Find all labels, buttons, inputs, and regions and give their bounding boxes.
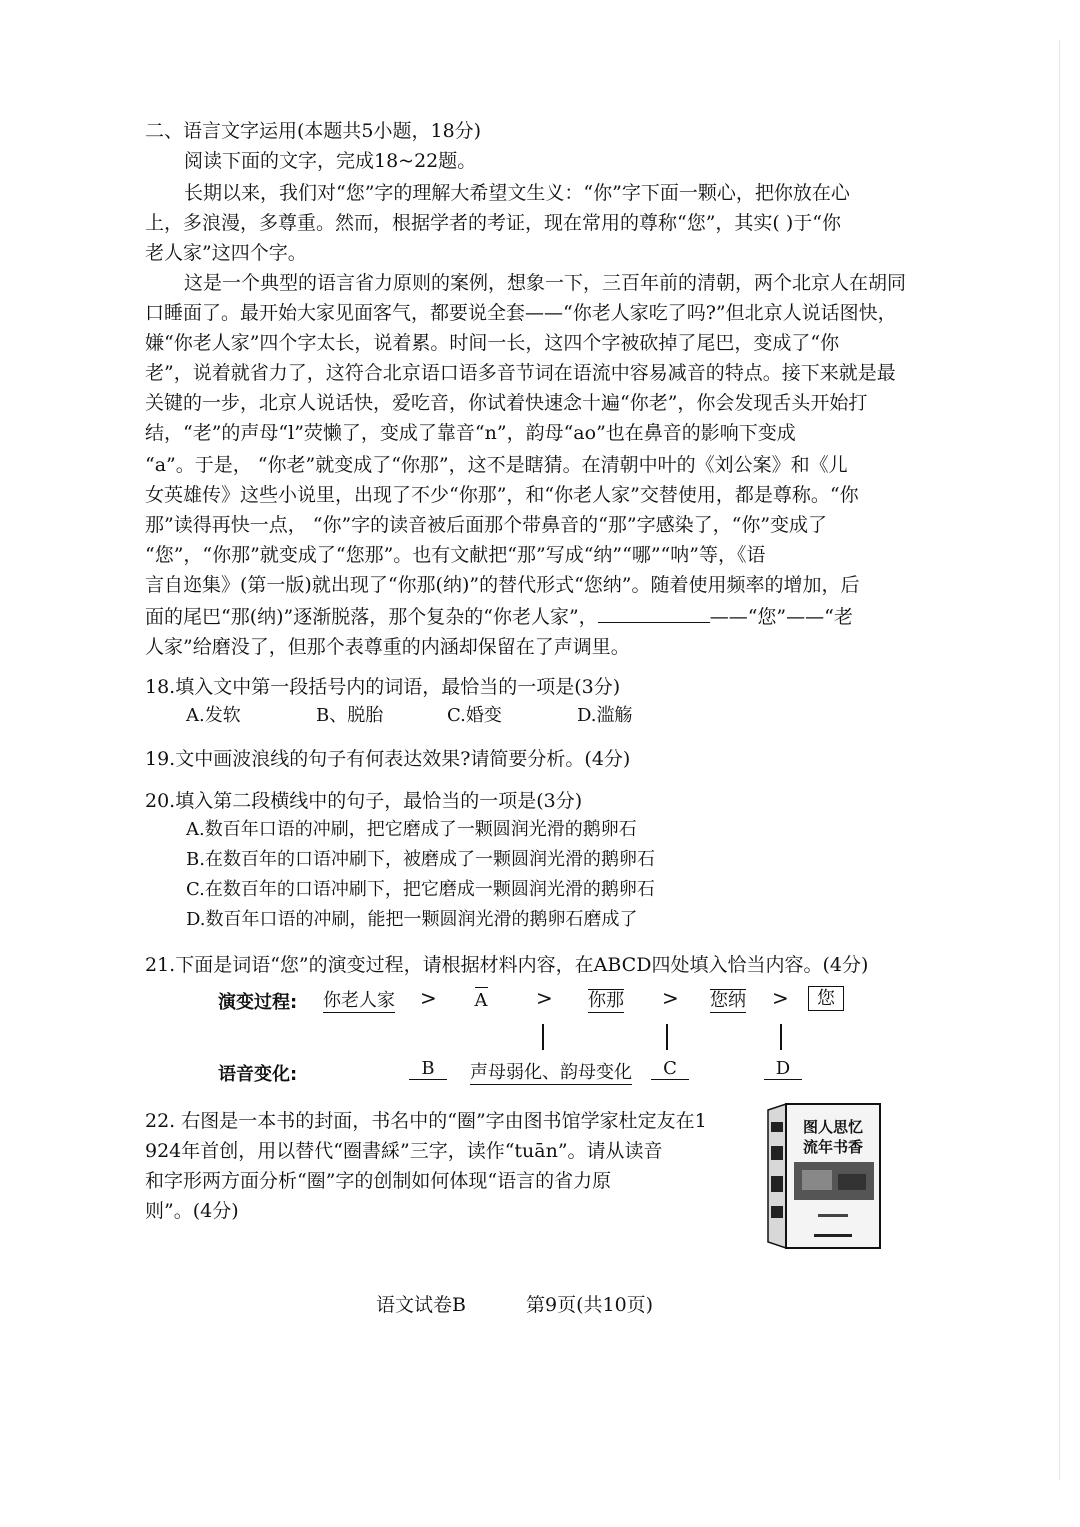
passage-p2-line-1: 这是一个典型的语言省力原则的案例，想象一下，三百年前的清朝，两个北京人在胡同 <box>184 272 907 294</box>
book-title-line-2: 流年书香 <box>802 1138 864 1156</box>
q20-option-c: C.在数百年的口语冲刷下，把它磨成一颗圆润光滑的鹅卵石 <box>186 879 655 900</box>
q20-stem: 20.填入第二段横线中的句子，最恰当的一项是(3分) <box>145 790 583 812</box>
q19-stem: 19.文中画波浪线的句子有何表达效果?请简要分析。(4分) <box>145 748 631 770</box>
evolution-item-3-text: 你那 <box>588 990 624 1011</box>
evolution-separator-2: > <box>536 986 553 1010</box>
phonetic-item-d <box>756 1058 810 1079</box>
evolution-label: 演变过程: <box>218 992 298 1013</box>
scan-edge <box>1059 40 1060 1480</box>
evolution-item-3 <box>580 986 632 1012</box>
passage-blank-after: ——“您”——“老 <box>709 606 853 628</box>
evolution-separator-1: > <box>420 986 437 1010</box>
book-cover-image <box>764 1102 884 1252</box>
q18-option-d: D.滥觞 <box>577 705 633 726</box>
phonetic-item-b <box>402 1058 454 1079</box>
q18-stem: 18.填入文中第一段括号内的词语，最恰当的一项是(3分) <box>145 676 621 698</box>
phonetic-item-2-text: 声母弱化、韵母变化 <box>470 1062 632 1083</box>
book-cover-svg <box>764 1102 884 1252</box>
connector-3 <box>780 1024 782 1050</box>
connector-2 <box>666 1024 668 1050</box>
evolution-item-1 <box>318 986 400 1012</box>
passage-p2-line-4: 老”，说着就省力了，这符合北京语口语多音节词在语流中容易减音的特点。接下来就是最 <box>145 362 896 384</box>
passage-p2-line-3: 嫌“你老人家”四个字太长，说着累。时间一长，这四个字被砍掉了尾巴，变成了“你 <box>145 332 840 354</box>
passage-p2-line-11: 言自迩集》(第一版)就出现了“你那(纳)”的替代形式“您纳”。随着使用频率的增加，后 <box>145 574 860 596</box>
phonetic-label: 语音变化: <box>218 1064 298 1085</box>
q22-line-1: 22. 右图是一本书的封面，书名中的“圈”字由图书馆学家杜定友在1 <box>145 1110 707 1132</box>
q18-option-b: B、脱胎 <box>316 705 384 726</box>
passage-p2-line-6: 结，“老”的声母“l”荧懒了，变成了靠音“n”，韵母“ao”也在鼻音的影响下变成 <box>145 422 796 444</box>
passage-p2-line-5: 关键的一步，北京人说话快，爱吃音，你试着快速念十遍“你老”，你会发现舌头开始打 <box>145 392 868 414</box>
passage-p1-line-1: 长期以来，我们对“您”字的理解大希望文生义：“你”字下面一颗心，把你放在心 <box>184 182 850 204</box>
q18-option-c: C.婚变 <box>447 705 502 726</box>
passage-p2-line-8: 女英雄传》这些小说里，出现了不少“你那”，和“你老人家”交替使用，都是尊称。“你 <box>145 484 859 506</box>
evolution-item-4 <box>702 986 754 1012</box>
evolution-item-1-text: 你老人家 <box>323 990 395 1011</box>
passage-p1-line-2: 上，多浪漫，多尊重。然而，根据学者的考证，现在常用的尊称“您”，其实( )于“你 <box>145 212 842 234</box>
q20-option-a: A.数百年口语的冲刷，把它磨成了一颗圆润光滑的鹅卵石 <box>186 819 637 840</box>
evolution-item-5 <box>802 984 850 1010</box>
phonetic-item-2 <box>468 1058 634 1084</box>
footer-page-number: 第9页(共10页) <box>526 1294 654 1316</box>
connector-1 <box>542 1024 544 1050</box>
section-instruction: 阅读下面的文字，完成18~22题。 <box>184 150 477 172</box>
phonetic-item-c <box>644 1058 696 1079</box>
passage-p1-line-3: 老人家”这四个字。 <box>145 242 307 264</box>
evolution-separator-3: > <box>662 986 679 1010</box>
answer-blank <box>598 602 710 623</box>
q20-option-b: B.在数百年的口语冲刷下，被磨成了一颗圆润光滑的鹅卵石 <box>186 849 655 870</box>
section-heading: 二、语言文字运用(本题共5小题，18分) <box>145 120 482 142</box>
passage-p2-line-9: 那”读得再快一点， “你”字的读音被后面那个带鼻音的“那”字感染了，“你”变成了 <box>145 514 828 536</box>
q21-stem: 21.下面是词语“您”的演变过程，请根据材料内容，在ABCD四处填入恰当内容。(4分) <box>145 954 869 976</box>
evolution-item-2-text: A <box>475 987 488 1011</box>
evolution-item-4-text: 您纳 <box>710 990 746 1011</box>
evolution-item-5-text: 您 <box>808 986 844 1011</box>
q22-line-3: 和字形两方面分析“圈”字的创制如何体现“语言的省力原 <box>145 1170 612 1192</box>
q22-line-2: 924年首创，用以替代“圈書綵”三字，读作“tuān”。请从读音 <box>145 1140 663 1162</box>
passage-p2-line-13: 人家”给磨没了，但那个表尊重的内涵却保留在了声调里。 <box>145 636 630 658</box>
phonetic-item-c-text: C <box>651 1058 689 1080</box>
footer-paper-name: 语文试卷B <box>376 1294 466 1316</box>
passage-p2-line-2: 口睡面了。最开始大家见面客气，都要说全套——“你老人家吃了吗?”但北京人说话图快， <box>145 302 897 324</box>
passage-p2-line-10: “您”，“你那”就变成了“您那”。也有文献把“那”写成“纳”“哪”“呐”等，《语 <box>145 544 766 566</box>
book-title-line-1: 图人思忆 <box>802 1118 864 1136</box>
passage-p2-line-12 <box>145 602 853 632</box>
evolution-separator-4: > <box>772 986 789 1010</box>
phonetic-item-d-text: D <box>764 1058 802 1080</box>
q20-option-d: D.数百年口语的冲刷，能把一颗圆润光滑的鹅卵石磨成了 <box>186 909 638 930</box>
q22-line-4: 则”。(4分) <box>145 1200 239 1222</box>
evolution-item-2 <box>460 990 502 1011</box>
q18-option-a: A.发软 <box>186 705 241 726</box>
phonetic-item-b-text: B <box>409 1058 446 1080</box>
passage-blank-before: 面的尾巴“那(纳)”逐渐脱落，那个复杂的“你老人家”， <box>145 606 598 628</box>
passage-p2-line-7: “a”。于是， “你老”就变成了“你那”，这不是瞎猜。在清朝中叶的《刘公案》和《儿 <box>145 454 848 476</box>
